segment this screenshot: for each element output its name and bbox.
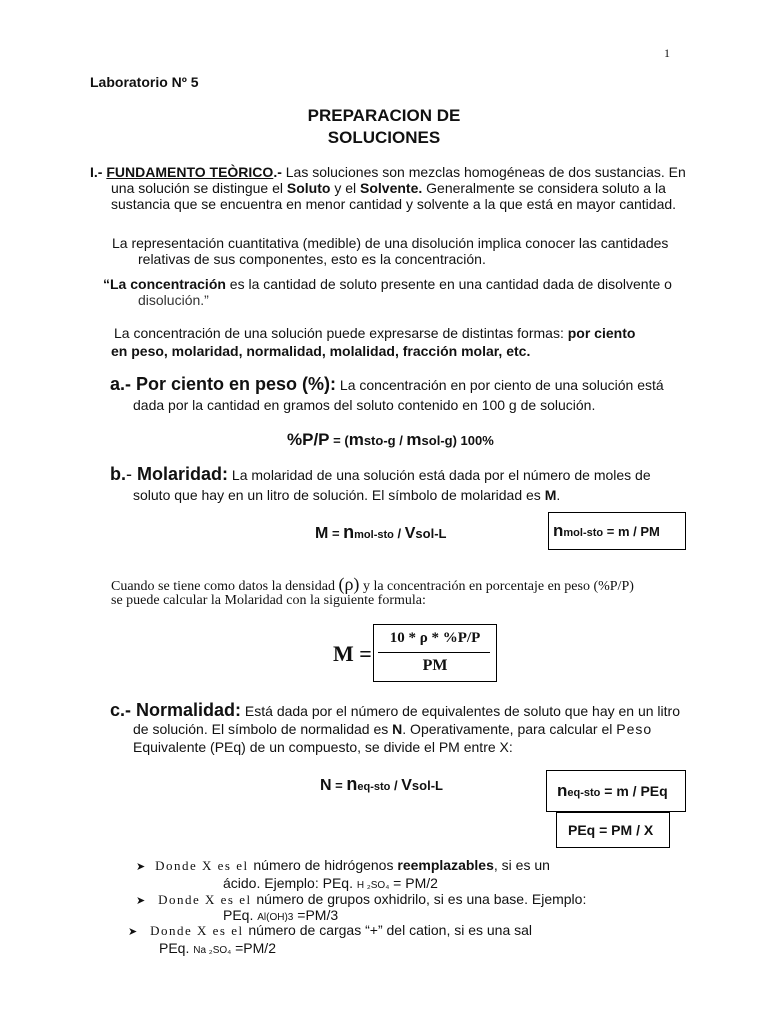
formula-part: = m / PM (603, 524, 660, 539)
text: La concentración en por ciento de una solución está (336, 377, 664, 393)
chem-formula: H ₂SO₄ (356, 880, 390, 891)
text: soluto que hay en un litro de solución. El símbolo de molaridad es (133, 487, 545, 503)
title-line-1: PREPARACION DE (307, 106, 461, 125)
title-line-2: SOLUCIONES (327, 128, 441, 147)
text: número de hidrógenos (253, 857, 398, 873)
formula-part: sto-g / (363, 433, 407, 448)
text-line: relativas de sus componentes, esto es la concentración. (138, 251, 486, 267)
formula-part: sol-L (411, 778, 443, 793)
chem-formula: Al(OH)3 (257, 912, 294, 923)
text: número de cargas “+” del cation (248, 922, 447, 938)
chem-formula: Na ₂SO₄ (193, 945, 232, 956)
text: . (556, 487, 561, 503)
concentracion-term: “La concentración (103, 276, 226, 292)
text: . Operativamente, para calcular el (402, 721, 617, 737)
text: PEq. (159, 940, 194, 956)
formula-part: mol-sto (563, 527, 604, 539)
text: de solución. El símbolo de normalidad es (133, 721, 393, 737)
fraction-line (378, 652, 490, 653)
text: , si es un (493, 857, 550, 873)
page-number: 1 (664, 46, 670, 60)
section-b-word: Molaridad: (137, 464, 229, 484)
arrow-bullet-icon: ➤ (136, 861, 146, 873)
formula-part: / (390, 778, 402, 793)
section-text-line-3: sustancia que se encuentra en menor cantidad y solvente a la que está en mayor cantidad. (111, 196, 677, 212)
text-line: disolución.” (138, 292, 209, 308)
bold-text: por ciento (567, 325, 636, 341)
text: y el (330, 180, 361, 196)
formula-part: = ( (329, 433, 349, 448)
text: =PM/3 (293, 907, 339, 923)
molaridad-symbol: M (544, 487, 557, 503)
rho-symbol: (ρ) (338, 574, 360, 594)
text: una solución se distingue el (111, 180, 287, 196)
formula-part: M (315, 525, 329, 542)
formula-part: eq-sto (567, 787, 601, 799)
formula-part: n (346, 774, 358, 794)
bold-text: reemplazables (397, 857, 494, 873)
lab-title: Laboratorio Nº 5 (90, 74, 199, 90)
normalidad-symbol: N (392, 721, 403, 737)
box-equivalentes (546, 770, 686, 812)
section-number: I.- (90, 164, 103, 180)
formula-part: n (557, 781, 568, 800)
text-line: en peso, molaridad, normalidad, molalidad, fracción molar, etc. (111, 343, 531, 359)
arrow-bullet-icon: ➤ (136, 895, 146, 907)
text-line: Equivalente (PEq) de un compuesto, se divide el PM entre X: (133, 739, 513, 755)
text: La molaridad de una solución está dada por el número de moles de (228, 467, 651, 483)
text: = PM/2 (389, 875, 438, 891)
formula-molaridad (315, 522, 446, 543)
box-density-formula (373, 624, 497, 682)
formula-part: / (393, 526, 405, 541)
text: , si es una sal (446, 922, 533, 938)
section-c-label: c.- Normalidad: (110, 700, 242, 720)
text: y la concentración en porcentaje en peso (%P/P) (359, 579, 634, 594)
section-heading-suffix: .- (273, 164, 282, 180)
formula-part: n (553, 521, 564, 540)
text: - (126, 464, 137, 484)
formula-part: = (328, 526, 344, 541)
formula-peq: PEq = PM / X (568, 822, 654, 838)
text-line: La representación cuantitativa (medible) de una disolución implica conocer las cantidades (112, 235, 669, 251)
formula-part: V (401, 777, 412, 794)
formula-density-left: M = (333, 641, 372, 666)
text-line: dada por la cantidad en gramos del soluto contenido en 100 g de solución. (133, 397, 596, 413)
formula-part: eq-sto (357, 781, 391, 793)
text: ácido. Ejemplo: PEq. (223, 875, 357, 891)
bullet-lead: Donde X es el (150, 923, 249, 938)
text: La concentración de una solución puede expresarse de distintas formas: (114, 325, 568, 341)
arrow-bullet-icon: ➤ (128, 926, 138, 938)
box-moles (548, 512, 686, 550)
text: Cuando se tiene como datos la densidad (111, 579, 339, 594)
text: PEq. (223, 907, 258, 923)
section-a-label: a.- Por ciento en peso (%): (110, 374, 337, 394)
text: =PM/2 (231, 940, 276, 956)
formula-part: m (348, 430, 364, 449)
formula-part: %P/P (287, 430, 330, 449)
bullet-lead: Donde X es el (155, 858, 254, 873)
section-heading: FUNDAMENTO TEÒRICO (106, 164, 274, 180)
fraction-denominator: PM (422, 657, 448, 674)
formula-pp (287, 430, 494, 450)
section-b-label: b. (110, 464, 126, 484)
text: Generalmente se considera soluto a la (422, 180, 666, 196)
formula-part: sol-g) 100% (421, 433, 494, 448)
formula-part: sol-L (415, 526, 447, 541)
section-text-line-1: Las soluciones son mezclas homogéneas de dos sustancias. En (281, 164, 686, 180)
formula-part: m (406, 430, 422, 449)
text: Peso (616, 721, 653, 737)
formula-part: = (331, 778, 347, 793)
fraction-numerator: 10 * ρ * %P/P (389, 630, 481, 646)
text: número de grupos oxhidrilo, si es una base. Ejemplo: (256, 891, 587, 907)
text: Está dada por el número de equivalentes de soluto que hay en un litro (241, 703, 680, 719)
formula-part: mol-sto (354, 529, 394, 541)
solvente-term: Solvente. (360, 180, 423, 196)
soluto-term: Soluto (286, 180, 331, 196)
box-peq (556, 812, 670, 848)
text: es la cantidad de soluto presente en una cantidad dada de disolvente o (225, 276, 672, 292)
formula-part: N (320, 777, 332, 794)
formula-part: V (404, 525, 416, 542)
bullet-lead: Donde X es el (158, 892, 257, 907)
formula-part: = m / PEq (600, 783, 668, 799)
text-line: se puede calcular la Molaridad con la siguiente formula: (111, 593, 426, 608)
formula-part: n (343, 522, 355, 542)
formula-normalidad (320, 774, 443, 795)
